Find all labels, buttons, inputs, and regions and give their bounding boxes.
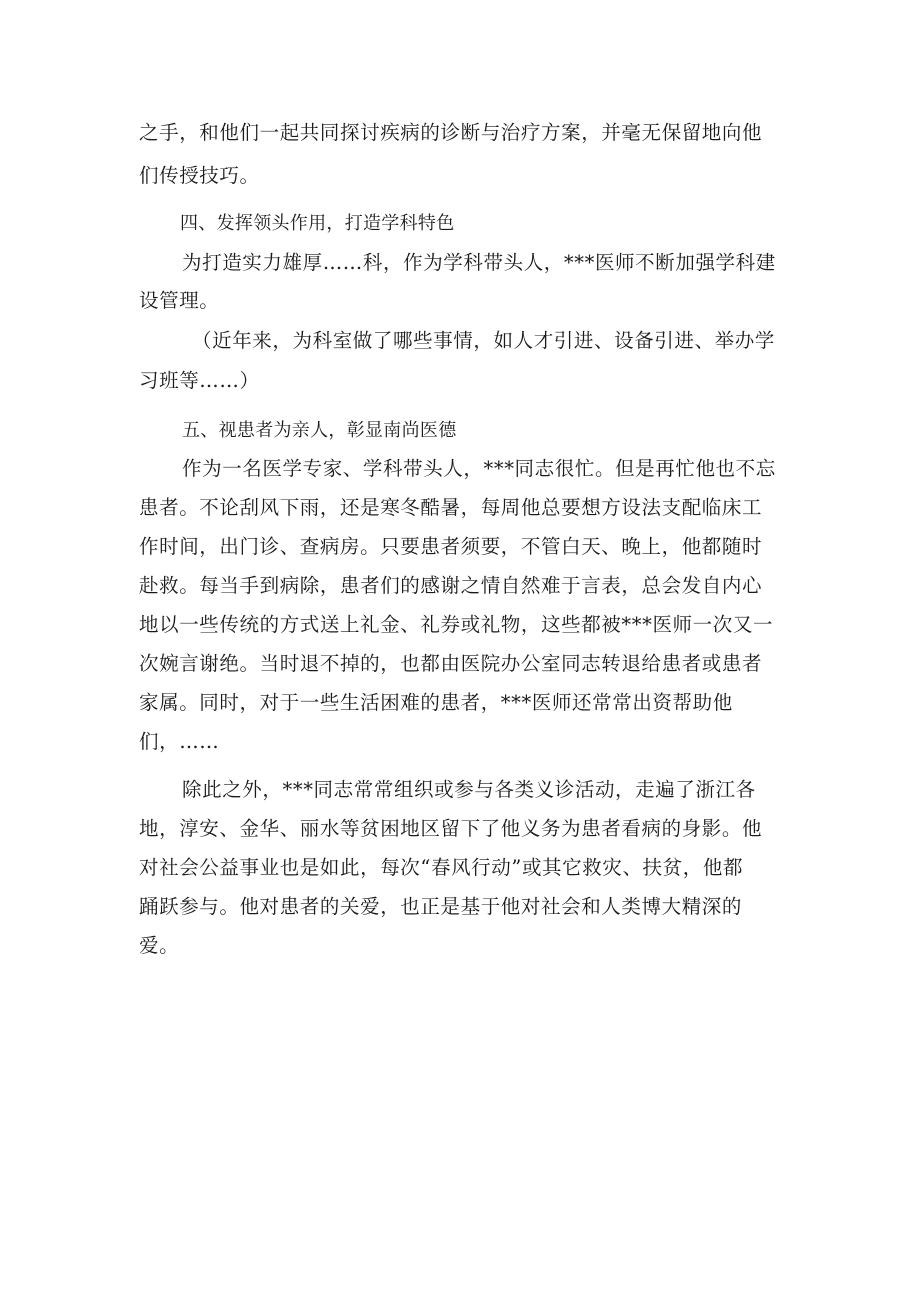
paragraph-line: 对社会公益事业也是如此，每次“春风行动”或其它救灾、扶贫，他都 [139, 856, 744, 879]
paragraph-line: 习班等……） [139, 369, 260, 392]
paragraph-line: 爱。 [139, 934, 180, 957]
paragraph-line: 除此之外，***同志常常组织或参与各类义诊活动，走遍了浙江各 [182, 778, 756, 801]
paragraph-line: 次婉言谢绝。当时退不掉的，也都由医院办公室同志转退给患者或患者 [139, 652, 763, 675]
paragraph-line: 作为一名医学专家、学科带头人，***同志很忙。但是再忙他也不忘 [182, 457, 776, 480]
paragraph-line: 踊跃参与。他对患者的关爱，也正是基于他对社会和人类博大精深的 [139, 895, 743, 918]
paragraph-line: 家属。同时，对于一些生活困难的患者，***医师还常常出资帮助他 [139, 691, 733, 714]
paragraph-line: 地以一些传统的方式送上礼金、礼券或礼物，这些都被***医师一次又一 [139, 613, 774, 636]
section-heading: 五、视患者为亲人，彰显南尚医德 [182, 420, 457, 441]
paragraph-line: 赴救。每当手到病除，患者们的感谢之情自然难于言表，总会发自内心 [139, 574, 763, 597]
paragraph-line: 地，淳安、金华、丽水等贫困地区留下了他义务为患者看病的身影。他 [139, 817, 763, 840]
paragraph-line: 们，…… [139, 730, 220, 753]
paragraph-line: 为打造实力雄厚……科，作为学科带头人，***医师不断加强学科建 [182, 251, 776, 274]
paragraph-line: 们传授技巧。 [139, 164, 260, 187]
paragraph-line: （近年来，为科室做了哪些事情，如人才引进、设备引进、举办学 [192, 329, 775, 352]
section-heading: 四、发挥领头作用，打造学科特色 [180, 213, 455, 234]
paragraph-line: 之手，和他们一起共同探讨疾病的诊断与治疗方案，并毫无保留地向他 [139, 121, 763, 144]
paragraph-line: 作时间，出门诊、查病房。只要患者须要，不管白天、晚上，他都随时 [139, 535, 763, 558]
paragraph-line: 设管理。 [139, 289, 220, 312]
paragraph-line: 患者。不论刮风下雨，还是寒冬酷暑，每周他总要想方设法支配临床工 [139, 496, 763, 519]
